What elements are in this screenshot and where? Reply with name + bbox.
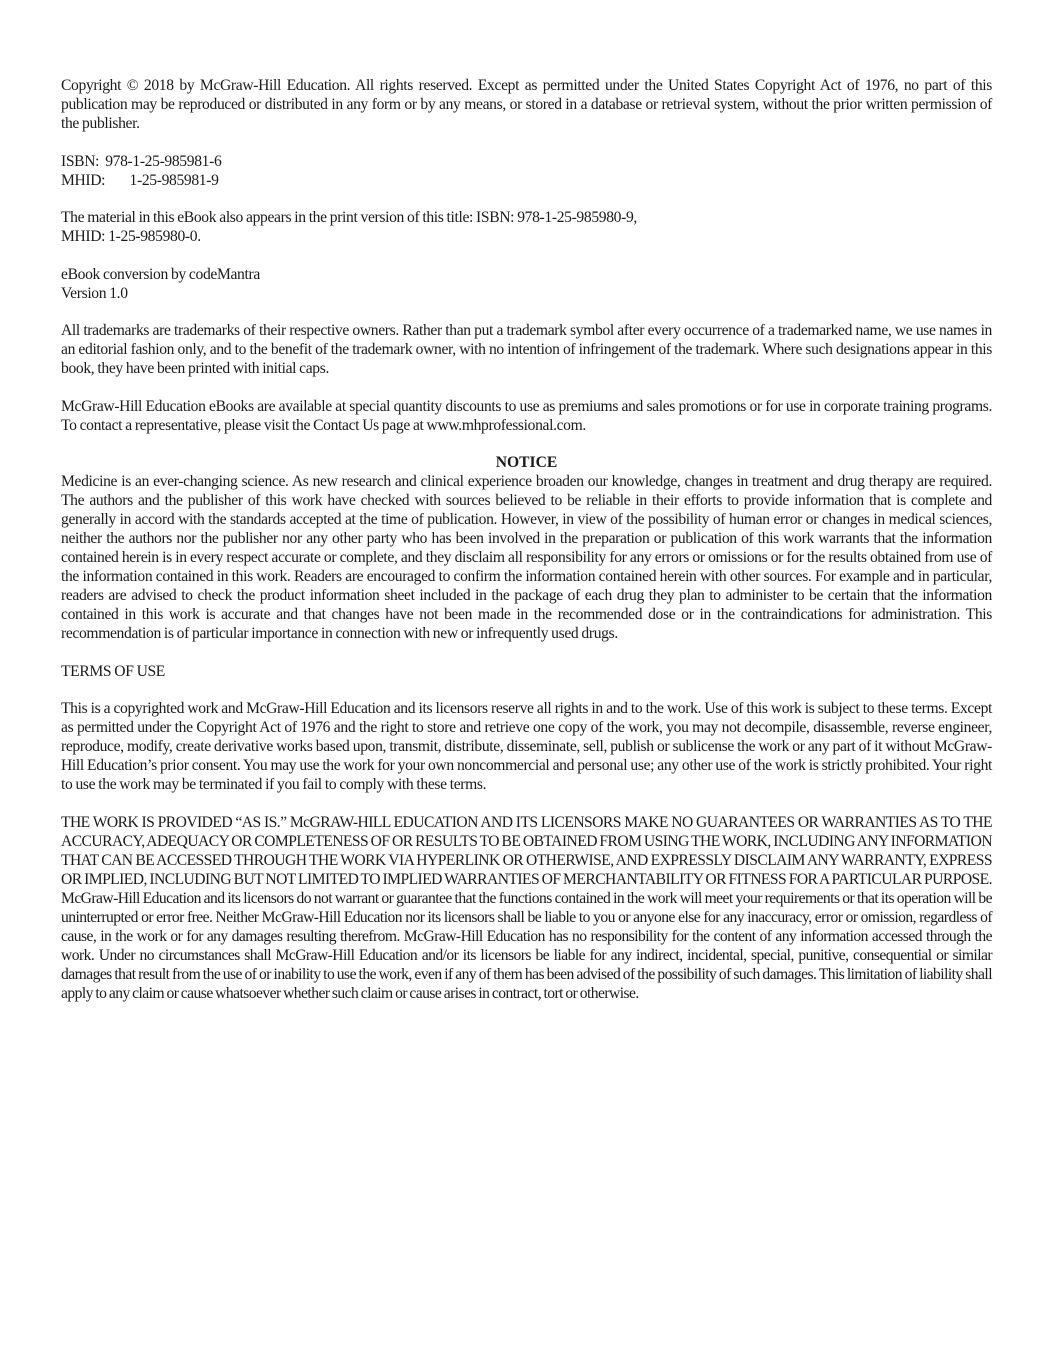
print-version-line-2: MHID: 1-25-985980-0. bbox=[61, 228, 201, 245]
copyright-statement: Copyright © 2018 by McGraw-Hill Education. All rights reserved. Except as permitted under the United States Copyright Act of 1976, no part of this publication may be reproduced or distributed in any form or by any means, or stored in a database or retrieval system, without the prior written permission of the publisher. bbox=[61, 77, 992, 132]
notice-heading: NOTICE bbox=[495, 454, 558, 471]
trademarks-statement: All trademarks are trademarks of their respective owners. Rather than put a trademark symbol after every occurrence of a trademarked name, we use names in an editorial fashion only, and to the benefit of the trademark owner, with no intention of infringement of the trademark. Where such designations appear in this book, they have been printed with initial caps. bbox=[61, 322, 992, 377]
identifier-block bbox=[61, 152, 992, 190]
conversion-note bbox=[61, 265, 992, 303]
mhid-line: MHID: 1-25-985981-9 bbox=[61, 171, 219, 189]
print-version-line-1: The material in this eBook also appears in the print version of this title: ISBN: 978-1-25-985980-9, bbox=[61, 209, 637, 226]
warranty-disclaimer: THE WORK IS PROVIDED “AS IS.” McGRAW-HILL EDUCATION AND ITS LICENSORS MAKE NO GUARANTEES OR WARRANTIES AS TO THE ACCURACY, ADEQUACY OR COMPLETENESS OF OR RESULTS TO BE OBTAINED FROM USING THE WORK, INCLUDING ANY INFORMATION THAT CAN BE ACCESSED THROUGH THE WORK VIA HYPERLINK OR OTHERWISE, AND EXPRESSLY DISCLAIM ANY WARRANTY, EXPRESS OR IMPLIED, INCLUDING BUT NOT LIMITED TO IMPLIED WARRANTIES OF MERCHANTABILITY OR FITNESS FOR A PARTICULAR PURPOSE. McGraw-Hill Education and its licensors do not warrant or guarantee that the functions contained in the work will meet your requirements or that its operation will be uninterrupted or error free. Neither McGraw-Hill Education nor its licensors shall be liable to you or anyone else for any inaccuracy, error or omission, regardless of cause, in the work or for any damages resulting therefrom. McGraw-Hill Education has no responsibility for the content of any information accessed through the work. Under no circumstances shall McGraw-Hill Education and/or its licensors be liable for any indirect, incidental, special, punitive, consequential or similar damages that result from the use of or inability to use the work, even if any of them has been advised of the possibility of such damages. This limitation of liability shall apply to any claim or cause whatsoever whether such claim or cause arises in contract, tort or otherwise. bbox=[61, 813, 992, 1002]
terms-of-use-heading: TERMS OF USE bbox=[61, 662, 165, 680]
conversion-version-line: Version 1.0 bbox=[61, 284, 128, 302]
terms-of-use-body: This is a copyrighted work and McGraw-Hill Education and its licensors reserve all rights in and to the work. Use of this work is subject to these terms. Except as permitted under the Copyright Act of 1976 and the right to store and retrieve one copy of the work, you may not decompile, disassemble, reverse engineer, reproduce, modify, create derivative works based upon, transmit, distribute, disseminate, sell, publish or sublicense the work or any part of it without McGraw-Hill Education’s prior consent. You may use the work for your own noncommercial and personal use; any other use of the work is strictly prohibited. Your right to use the work may be terminated if you fail to comply with these terms. bbox=[61, 700, 992, 793]
notice-body: Medicine is an ever-changing science. As new research and clinical experience broaden our knowledge, changes in treatment and drug therapy are required. The authors and the publisher of this work have checked with sources believed to be reliable in their efforts to provide information that is complete and generally in accord with the standards accepted at the time of publication. However, in view of the possibility of human error or changes in medical sciences, neither the authors nor the publisher nor any other party who has been involved in the preparation or publication of this work warrants that the information contained herein is in every respect accurate or complete, and they disclaim all responsibility for any errors or omissions or for the results obtained from use of the information contained in this work. Readers are encouraged to confirm the information contained herein with other sources. For example and in particular, readers are advised to check the product information sheet included in the package of each drug they plan to administer to be certain that the information contained in this work is accurate and that changes have not been made in the recommended dose or in the contraindications for administration. This recommendation is of particular importance in connection with new or infrequently used drugs. bbox=[61, 473, 992, 642]
ebooks-availability-statement: McGraw-Hill Education eBooks are available at special quantity discounts to use as premiums and sales promotions or for use in corporate training programs. To contact a representative, please visit the Contact Us page at www.mhprofessional.com. bbox=[61, 397, 992, 434]
conversion-line-1: eBook conversion by codeMantra bbox=[61, 265, 260, 283]
print-version-note bbox=[61, 208, 992, 246]
copyright-page bbox=[61, 76, 992, 1021]
isbn-line: ISBN: 978-1-25-985981-6 bbox=[61, 152, 222, 170]
